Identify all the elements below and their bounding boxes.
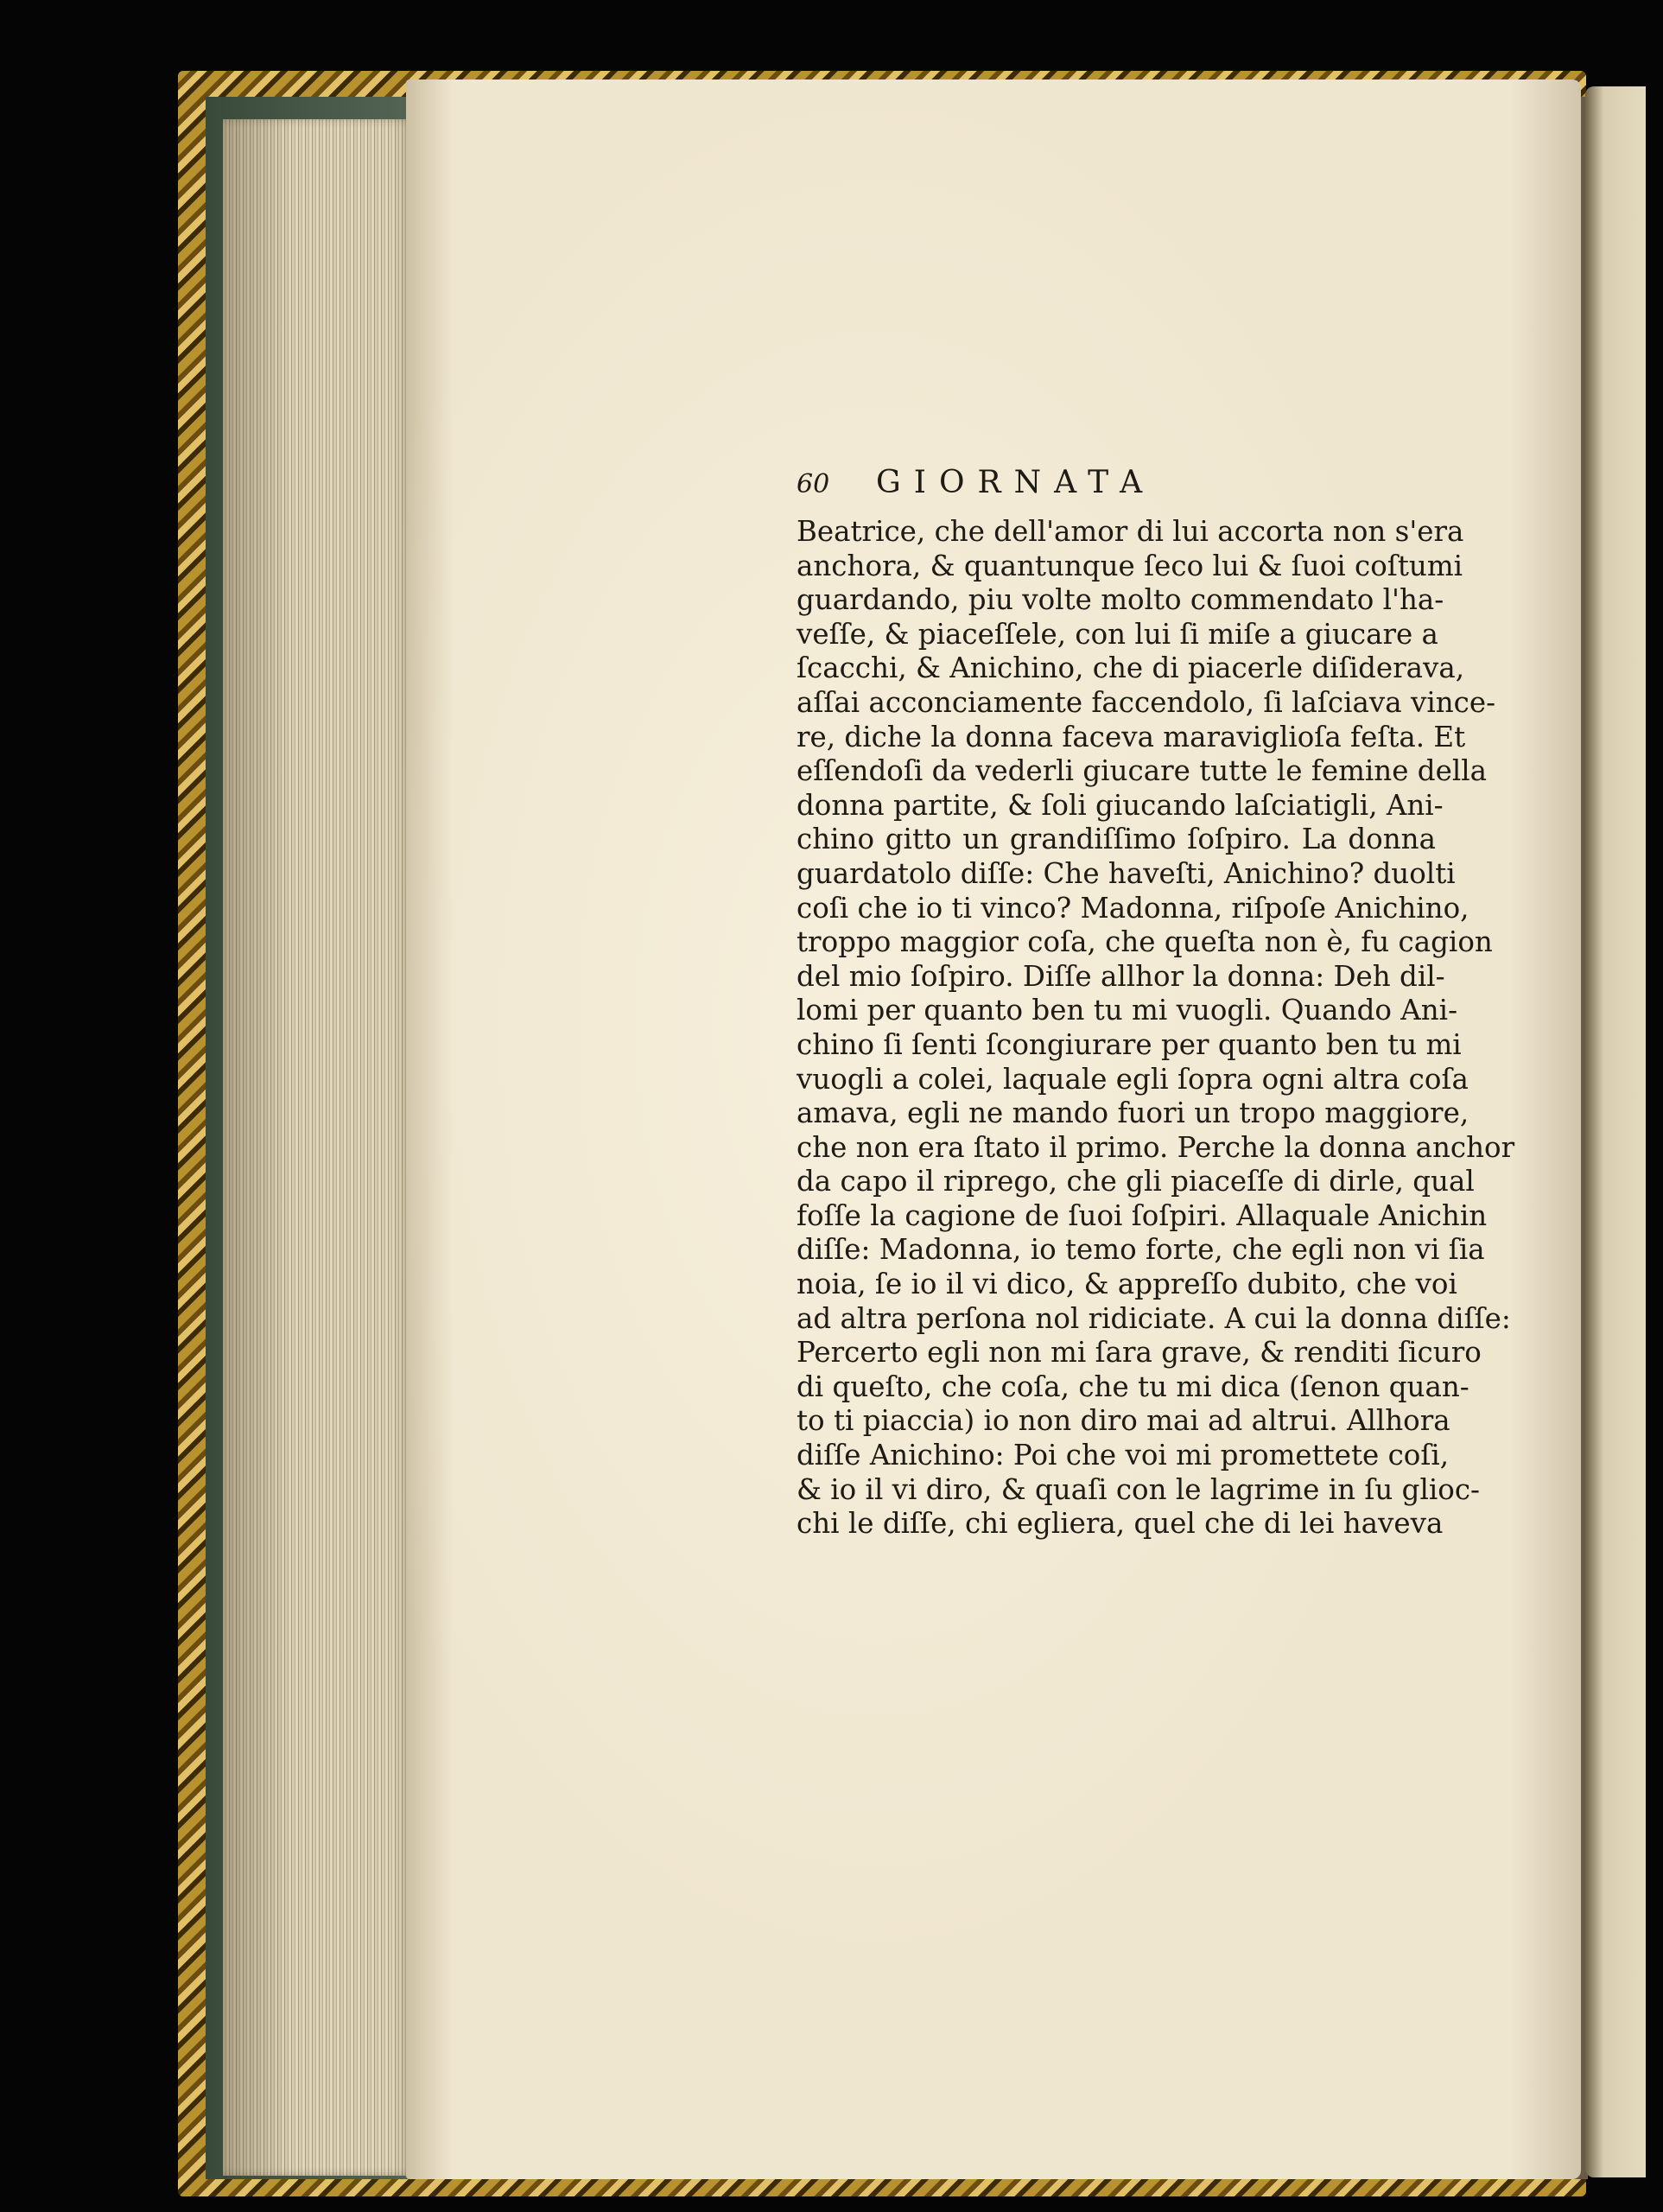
- text-line: chi le diſſe, chi egliera, quel che di lei haveva: [797, 1507, 1444, 1541]
- text-line: foſſe la cagione de ſuoi ſoſpiri. Allaquale Anichin: [797, 1198, 1488, 1232]
- running-head: [797, 465, 1436, 515]
- text-line: veſſe, & piaceſſele, con lui ſi miſe a giucare a: [797, 617, 1438, 651]
- text-line: chino gitto un grandiſſimo ſoſpiro. La donna: [797, 823, 1436, 856]
- text-line: & io il vi diro, & quaſi con le lagrime in ſu glioc-: [797, 1472, 1481, 1506]
- page-number: 60: [797, 469, 830, 499]
- text-line: Beatrice, che dell'amor di lui accorta non s'era: [797, 515, 1464, 548]
- page-edges-shadow: [223, 119, 422, 2176]
- text-line: amava, egli ne mando fuori un tropo maggiore,: [797, 1096, 1469, 1130]
- text-line: diſſe Anichino: Poi che voi mi promettete coſi,: [797, 1439, 1450, 1472]
- text-line: Percerto egli non mi ſara grave, & renditi ſicuro: [797, 1336, 1482, 1370]
- text-line: ad altra perſona nol ridiciate. A cui la donna diſſe:: [797, 1301, 1511, 1335]
- text-line: to ti piaccia) io non diro mai ad altrui. Allhora: [797, 1404, 1450, 1438]
- text-line: del mio ſoſpiro. Diſſe allhor la donna: Deh dil-: [797, 959, 1445, 993]
- text-line: vuogli a colei, laquale egli ſopra ogni altra coſa: [797, 1062, 1469, 1096]
- page-text-block: [797, 465, 1515, 1541]
- text-line: eſſendoſi da vederli giucare tutte le femine della: [797, 754, 1487, 788]
- text-line: coſi che io ti vinco? Madonna, riſpoſe Anichino,: [797, 891, 1469, 925]
- text-line: donna partite, & ſoli giucando laſciatigli, Ani-: [797, 788, 1444, 822]
- text-line: da capo il riprego, che gli piaceſſe di dirle, qual: [797, 1165, 1475, 1198]
- text-line: noia, ſe io il vi dico, & appreſſo dubito, che voi: [797, 1268, 1457, 1301]
- text-line: che non era ſtato il primo. Perche la donna anchor: [797, 1130, 1515, 1164]
- text-line: guardando, piu volte molto commendato l'ha-: [797, 583, 1444, 617]
- text-line: guardatolo diſſe: Che haveſti, Anichino? duolti: [797, 856, 1456, 890]
- text-line: re, diche la donna faceva maraviglioſa feſta. Et: [797, 720, 1466, 753]
- text-line: lomi per quanto ben tu mi vuogli. Quando Ani-: [797, 994, 1458, 1027]
- text-line: chino ſi ſenti ſcongiurare per quanto ben tu mi: [797, 1027, 1462, 1061]
- text-line: troppo maggior coſa, che queſta non è, fu cagion: [797, 925, 1493, 959]
- text-line: diſſe: Madonna, io temo forte, che egli non vi ſia: [797, 1233, 1485, 1267]
- text-line: ſcacchi, & Anichino, che di piacerle diſiderava,: [797, 652, 1465, 685]
- running-title: GIORNATA: [876, 465, 1156, 500]
- text-line: anchora, & quantunque ſeco lui & ſuoi coſtumi: [797, 549, 1463, 582]
- facing-page-edge: [1585, 86, 1646, 2177]
- text-line: di queſto, che coſa, che tu mi dica (ſenon quan-: [797, 1370, 1469, 1403]
- text-line: aſſai acconciamente faccendolo, ſi laſciava vince-: [797, 685, 1496, 719]
